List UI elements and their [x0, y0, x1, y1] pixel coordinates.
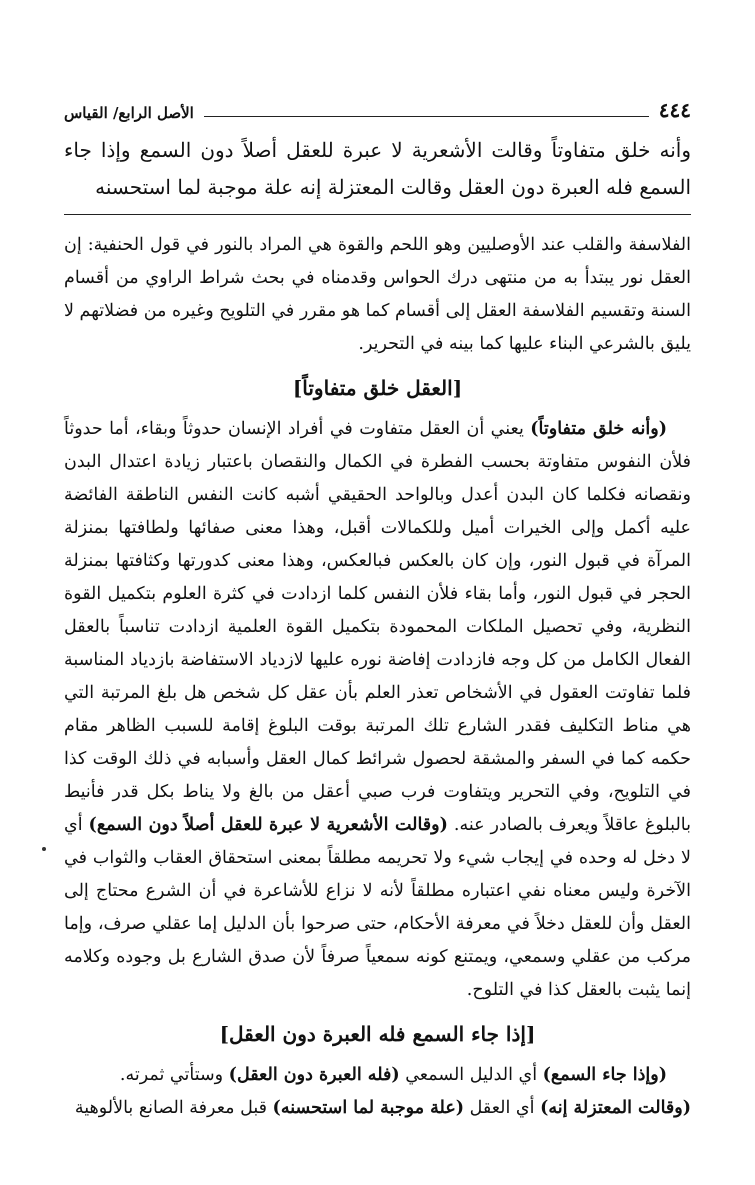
commentary-text: أي لا دخل له وحده في إيجاب شيء ولا تحريمه مطلقاً بمعنى استحقاق العقاب والثواب في الآخرة وليس معناه نفي اعتباره مطلقاً لأنه لا نزاع للأشاعرة في أن الشرع محتاج إلى العقل وأن للعقل دخلاً في معرفة الأحكام، حتى صرحوا بأن الدليل إما عقلي صرف، وإما مركب من عقلي وسمعي، ويمتنع كونه سمعياً صرفاً لأن صدق الشارع بل وجوده وكلامه إنما يثبت بالعقل كذا في التلوح. — [64, 815, 691, 1000]
running-header — [64, 96, 691, 122]
section-2-paragraph-2 — [64, 1092, 691, 1125]
running-title: الأصل الرابع/ القياس — [64, 104, 194, 122]
page-number: ٤٤٤ — [658, 98, 691, 122]
commentary-text: أي العقل — [464, 1098, 541, 1118]
matn-quote: (وإذا جاء السمع) — [542, 1065, 667, 1085]
section-1-paragraph — [64, 413, 691, 1007]
commentary-text: أي الدليل السمعي — [399, 1065, 543, 1085]
section-heading-2: [إذا جاء السمع فله العبرة دون العقل] — [219, 1022, 536, 1046]
matn-quote: (وقالت الأشعرية لا عبرة للعقل أصلاً دون السمع) — [88, 815, 448, 835]
section-heading-1: [العقل خلق متفاوتاً] — [292, 376, 463, 400]
margin-dot — [42, 847, 46, 851]
commentary-text: وستأتي ثمرته. — [119, 1065, 229, 1085]
previous-note: الفلاسفة والقلب عند الأوصليين وهو اللحم والقوة هي المراد بالنور في قول الحنفية: إن العقل نور يبتدأ به من منتهى درك الحواس وقدمناه في بحث شراط الراوي من أقسام السنة وتقسيم الفلاسفة العقل إلى أقسام كما هو مقرر في التلويح وغيره من فضلاتهم لا يليق بالشرعي البناء عليها كما بينه في التحرير. — [64, 235, 691, 354]
matn-quote: (علة موجبة لما استحسنه) — [272, 1098, 465, 1118]
matn-text: وأنه خلق متفاوتاً وقالت الأشعرية لا عبرة للعقل أصلاً دون السمع وإذا جاء السمع فله العبرة دون العقل وقالت المعتزلة إنه علة موجبة لما استحسنه — [64, 138, 691, 199]
matn-quote: (وقالت المعتزلة إنه) — [540, 1098, 691, 1118]
footnote-separator — [64, 214, 691, 215]
commentary-text: قبل معرفة الصانع بالألوهية — [74, 1098, 273, 1118]
matn-quote: (وأنه خلق متفاوتاً) — [530, 419, 668, 439]
commentary-text: يعني أن العقل متفاوت في أفراد الإنسان حدوثاً وبقاء، أما حدوثاً فلأن النفوس متفاوتة بحسب الفطرة في الكمال والنقصان باعتبار زيادة اعتدال البدن ونقصانه فكلما كان البدن أعدل وبالواحد الحقيقي أشبه كانت النفس الناطقة الفائضة عليه أكمل وإلى الخيرات أميل وللكمالات أقبل، وهذا معنى صفائها ولطافتها بمنزلة المرآة في قبول النور، وإن كان بالعكس فبالعكس، وهذا معنى كدورتها وكثافتها بمنزلة الحجر في قبول النور، وأما بقاء فلأن النفس كلما ازدادت في كثرة العلوم بتكميل القوة النظرية، وفي تحصيل الملكات المحمودة بتكميل القوة العلمية ازدادت تناسباً بالعقل الفعال الكامل من كل وجه فازدادت إفاضة نوره عليها لازدياد الاستفاضة بازدياد المناسبة فلما تفاوتت العقول في الأشخاص تعذر العلم بأن عقل كل شخص هل بلغ المرتبة التي هي مناط التكليف فقدر الشارع تلك المرتبة بوقت البلوغ إقامة للسبب الظاهر مقام حكمه كما في السفر والمشقة لحصول شرائط كمال العقل وأسبابه في ذلك الوقت كذا في التلويح، وفي التحرير ويتفاوت فرب صبي أعقل من بالغ ولا يناط بكل قدر فأنيط بالبلوغ عاقلاً ويعرف بالصادر عنه. — [64, 419, 691, 835]
book-page — [64, 96, 691, 1145]
matn-quote: (فله العبرة دون العقل) — [228, 1065, 400, 1085]
header-rule — [204, 116, 649, 117]
section-2-paragraph-1 — [64, 1059, 691, 1092]
